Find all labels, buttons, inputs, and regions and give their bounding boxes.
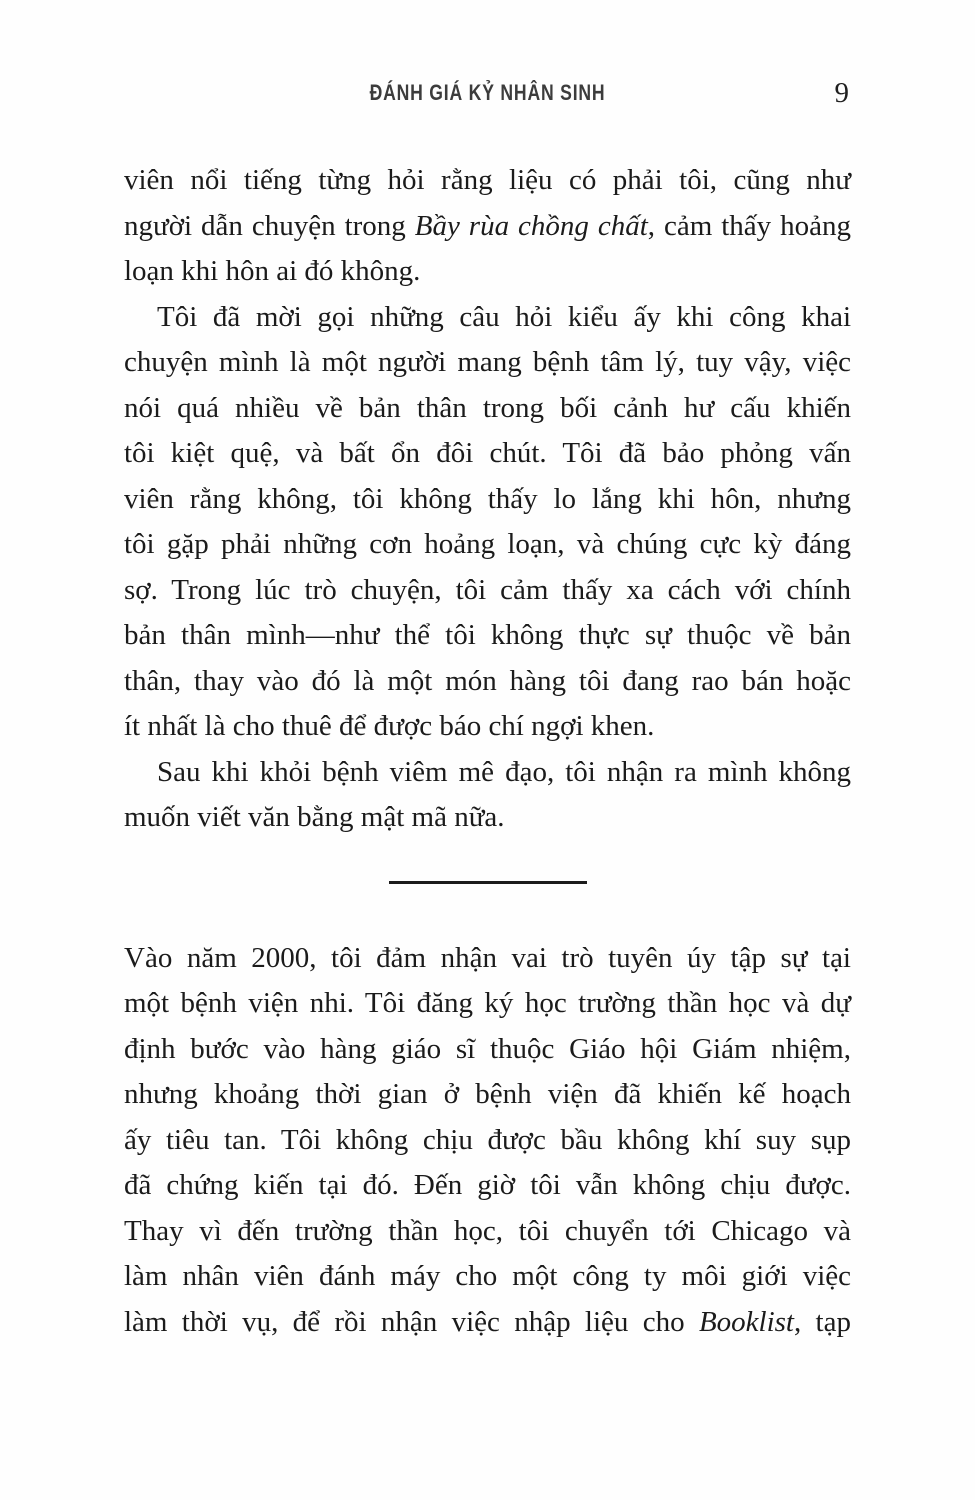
text-run: tôi kiệt quệ, và bất ổn đôi chút. Tôi đã bảo phỏng vấn [124, 437, 851, 469]
running-header-title: ĐÁNH GIÁ KỶ NHÂN SINH [369, 80, 606, 105]
text-run: làm nhân viên đánh máy cho một công ty môi giới việc [124, 1260, 851, 1292]
text-line [124, 704, 851, 750]
text-run: viên rằng không, tôi không thấy lo lắng khi hôn, nhưng [124, 482, 851, 515]
text-line [124, 981, 851, 1027]
text-line [124, 750, 851, 796]
text-line [124, 936, 851, 982]
text-run: nói quá nhiều về bản thân trong bối cảnh hư cấu khiến [124, 391, 851, 424]
text-line [124, 477, 851, 523]
text-run: Vào năm 2000, tôi đảm nhận vai trò tuyên úy tập sự tại [124, 941, 851, 974]
section-divider [389, 881, 587, 884]
page-number: 9 [834, 77, 849, 109]
text-line [124, 1209, 851, 1255]
text-line [124, 340, 851, 386]
text-line [124, 295, 851, 341]
text-line [124, 249, 851, 295]
paragraph [124, 295, 851, 750]
text-line [124, 158, 851, 204]
text-run: chuyện mình là một người mang bệnh tâm lý, tuy vậy, việc [124, 346, 851, 378]
text-run: muốn viết văn bằng mật mã nữa. [124, 801, 505, 833]
text-run: định bước vào hàng giáo sĩ thuộc Giáo hội Giám nhiệm, [124, 1032, 851, 1065]
text-line [124, 1300, 851, 1346]
text-run: , tạp [793, 1305, 851, 1338]
running-header [124, 76, 851, 110]
text-line [124, 204, 851, 250]
italic-text-run: Bầy rùa chồng chất [414, 209, 648, 242]
text-run: đã chứng kiến tại đó. Đến giờ tôi vẫn không chịu được. [124, 1169, 851, 1201]
text-line [124, 1118, 851, 1164]
paragraph [124, 158, 851, 295]
text-line [124, 1027, 851, 1073]
text-line [124, 659, 851, 705]
text-run: ấy tiêu tan. Tôi không chịu được bầu không khí suy sụp [124, 1123, 851, 1156]
text-line [124, 795, 851, 841]
text-run: làm thời vụ, để rồi nhận việc nhập liệu cho [124, 1305, 699, 1338]
text-line [124, 522, 851, 568]
text-run: sợ. Trong lúc trò chuyện, tôi cảm thấy xa cách với chính [124, 573, 851, 606]
paragraph [124, 750, 851, 841]
text-line [124, 386, 851, 432]
text-run: bản thân mình—như thể tôi không thực sự thuộc về bản [124, 619, 851, 651]
text-run: người dẫn chuyện trong [124, 209, 415, 242]
text-run: tôi gặp phải những cơn hoảng loạn, và chúng cực kỳ đáng [124, 528, 851, 560]
text-run: thân, thay vào đó là một món hàng tôi đang rao bán hoặc [124, 664, 851, 697]
paragraph [124, 936, 851, 1346]
text-line [124, 431, 851, 477]
text-run: viên nổi tiếng từng hỏi rằng liệu có phải tôi, cũng như [124, 164, 851, 196]
page-body [124, 158, 851, 1345]
text-run: Thay vì đến trường thần học, tôi chuyển tới Chicago và [124, 1214, 851, 1247]
text-run: Sau khi khỏi bệnh viêm mê đạo, tôi nhận ra mình không [157, 755, 851, 788]
text-line [124, 1163, 851, 1209]
text-run: ít nhất là cho thuê để được báo chí ngợi khen. [124, 710, 655, 742]
text-run: , cảm thấy hoảng [647, 209, 851, 242]
text-line [124, 1072, 851, 1118]
text-run: nhưng khoảng thời gian ở bệnh viện đã khiến kế hoạch [124, 1078, 851, 1110]
italic-text-run: Booklist [698, 1305, 794, 1338]
text-run: một bệnh viện nhi. Tôi đăng ký học trường thần học và dự [124, 987, 851, 1019]
text-line [124, 613, 851, 659]
text-run: loạn khi hôn ai đó không. [124, 255, 421, 287]
text-run: Tôi đã mời gọi những câu hỏi kiểu ấy khi công khai [157, 300, 851, 333]
text-line [124, 1254, 851, 1300]
text-line [124, 568, 851, 614]
